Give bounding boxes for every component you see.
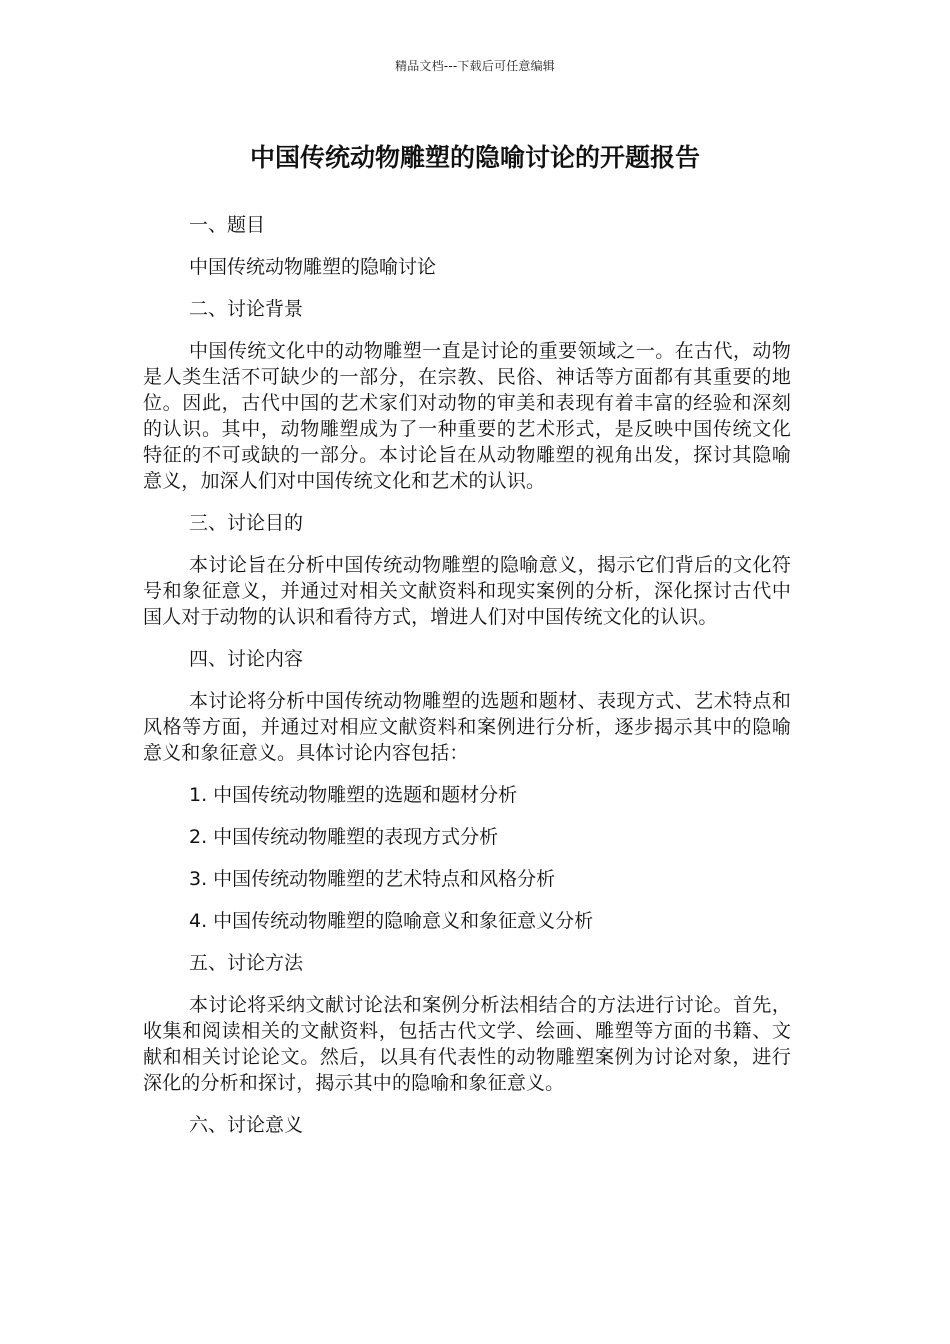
document-body bbox=[143, 212, 791, 1154]
content-list-item: 3. 中国传统动物雕塑的艺术特点和风格分析 bbox=[189, 868, 556, 890]
section-heading-significance: 六、讨论意义 bbox=[189, 1114, 304, 1136]
section-heading-method: 五、讨论方法 bbox=[189, 952, 304, 974]
topic-text: 中国传统动物雕塑的隐喻讨论 bbox=[189, 256, 437, 278]
section-heading-purpose: 三、讨论目的 bbox=[189, 512, 304, 534]
header-note: 精品文档---下载后可任意编辑 bbox=[395, 59, 555, 73]
method-paragraph: 本讨论将采纳文献讨论法和案例分析法相结合的方法进行讨论。首先，收集和阅读相关的文献资料，包括古代文学、绘画、雕塑等方面的书籍、文献和相关讨论论文。然后，以具有代表性的动物雕塑案例为讨论对象，进行深化的分析和探讨，揭示其中的隐喻和象征意义。 bbox=[143, 994, 791, 1094]
content-list-item: 1. 中国传统动物雕塑的选题和题材分析 bbox=[189, 784, 518, 806]
purpose-paragraph: 本讨论旨在分析中国传统动物雕塑的隐喻意义，揭示它们背后的文化符号和象征意义，并通过对相关文献资料和现实案例的分析，深化探讨古代中国人对于动物的认识和看待方式，增进人们对中国传统文化的认识。 bbox=[143, 554, 791, 628]
section-heading-topic: 一、题目 bbox=[189, 214, 266, 236]
section-heading-background: 二、讨论背景 bbox=[189, 298, 304, 320]
document-title: 中国传统动物雕塑的隐喻讨论的开题报告 bbox=[249, 143, 700, 172]
content-paragraph: 本讨论将分析中国传统动物雕塑的选题和题材、表现方式、艺术特点和风格等方面，并通过对相应文献资料和案例进行分析，逐步揭示其中的隐喻意义和象征意义。具体讨论内容包括： bbox=[143, 690, 791, 764]
content-list-item: 2. 中国传统动物雕塑的表现方式分析 bbox=[189, 826, 499, 848]
background-paragraph: 中国传统文化中的动物雕塑一直是讨论的重要领域之一。在古代，动物是人类生活不可缺少的一部分，在宗教、民俗、神话等方面都有其重要的地位。因此，古代中国的艺术家们对动物的审美和表现有着丰富的经验和深刻的认识。其中，动物雕塑成为了一种重要的艺术形式，是反映中国传统文化特征的不可或缺的一部分。本讨论旨在从动物雕塑的视角出发，探讨其隐喻意义，加深人们对中国传统文化和艺术的认识。 bbox=[143, 340, 791, 492]
content-list-item: 4. 中国传统动物雕塑的隐喻意义和象征意义分析 bbox=[189, 910, 594, 932]
section-heading-content: 四、讨论内容 bbox=[189, 648, 304, 670]
